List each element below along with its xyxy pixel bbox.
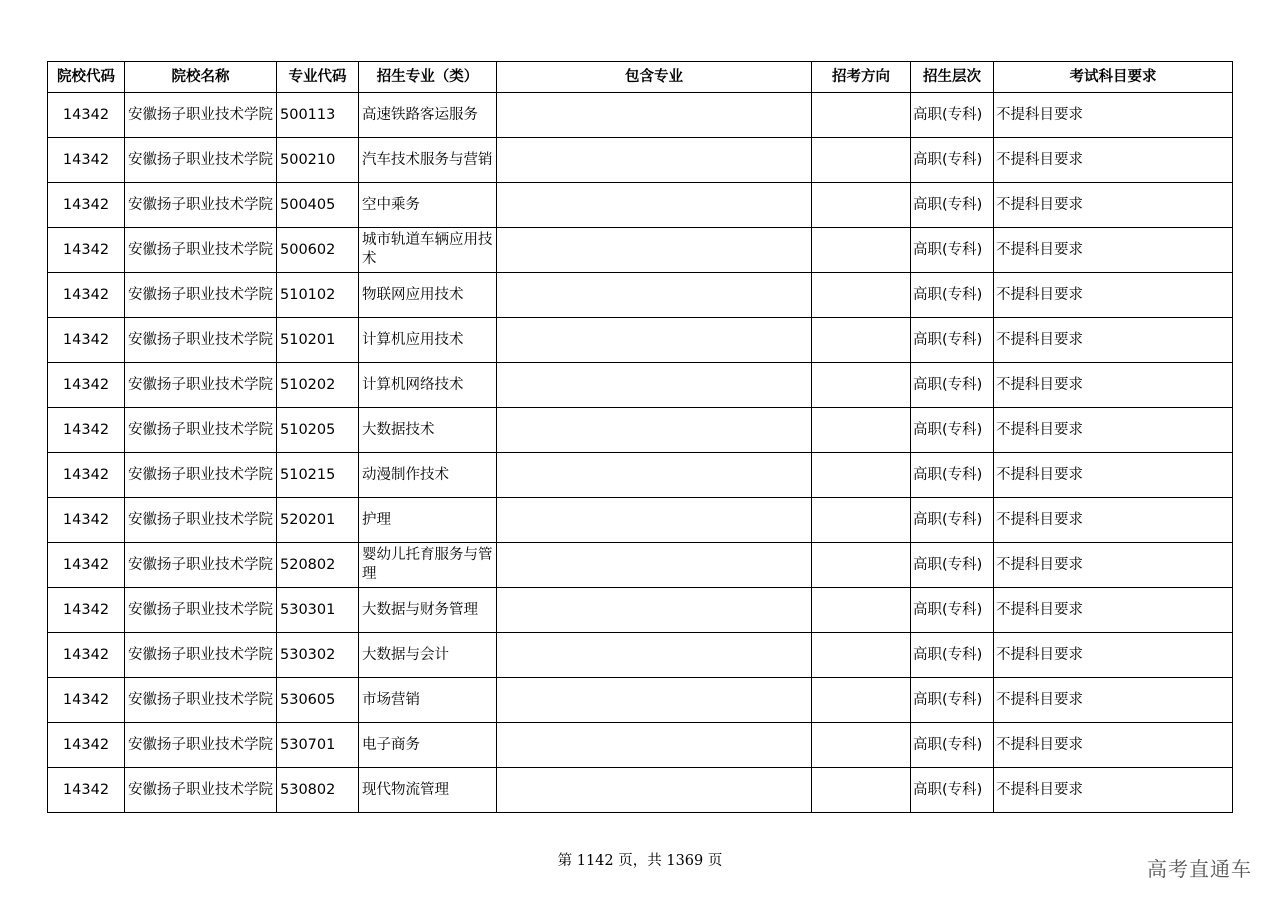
cell-major-code: 510201 bbox=[277, 318, 359, 363]
table-row bbox=[48, 453, 1233, 498]
cell-major: 计算机网络技术 bbox=[359, 363, 497, 408]
cell-direction bbox=[812, 273, 911, 318]
cell-school-code: 14342 bbox=[48, 678, 125, 723]
cell-school-name: 安徽扬子职业技术学院 bbox=[125, 723, 277, 768]
cell-direction bbox=[812, 228, 911, 273]
table-row bbox=[48, 588, 1233, 633]
cell-direction bbox=[812, 453, 911, 498]
cell-school-name: 安徽扬子职业技术学院 bbox=[125, 453, 277, 498]
cell-major-code: 510202 bbox=[277, 363, 359, 408]
cell-major: 汽车技术服务与营销 bbox=[359, 138, 497, 183]
cell-school-name: 安徽扬子职业技术学院 bbox=[125, 228, 277, 273]
cell-direction bbox=[812, 363, 911, 408]
cell-level: 高职(专科) bbox=[911, 633, 994, 678]
cell-major: 动漫制作技术 bbox=[359, 453, 497, 498]
table-row bbox=[48, 228, 1233, 273]
admissions-table bbox=[47, 61, 1233, 813]
cell-school-code: 14342 bbox=[48, 543, 125, 588]
cell-direction bbox=[812, 93, 911, 138]
cell-major-code: 520802 bbox=[277, 543, 359, 588]
cell-included-majors bbox=[497, 633, 812, 678]
cell-included-majors bbox=[497, 228, 812, 273]
cell-subject-requirement: 不提科目要求 bbox=[994, 768, 1233, 813]
table-row bbox=[48, 723, 1233, 768]
cell-subject-requirement: 不提科目要求 bbox=[994, 228, 1233, 273]
cell-subject-requirement: 不提科目要求 bbox=[994, 723, 1233, 768]
cell-direction bbox=[812, 183, 911, 228]
cell-direction bbox=[812, 138, 911, 183]
cell-level: 高职(专科) bbox=[911, 498, 994, 543]
cell-level: 高职(专科) bbox=[911, 363, 994, 408]
table-row bbox=[48, 678, 1233, 723]
cell-school-code: 14342 bbox=[48, 273, 125, 318]
cell-major: 现代物流管理 bbox=[359, 768, 497, 813]
cell-major: 计算机应用技术 bbox=[359, 318, 497, 363]
cell-direction bbox=[812, 633, 911, 678]
cell-included-majors bbox=[497, 453, 812, 498]
cell-major: 大数据与财务管理 bbox=[359, 588, 497, 633]
cell-subject-requirement: 不提科目要求 bbox=[994, 408, 1233, 453]
cell-major: 物联网应用技术 bbox=[359, 273, 497, 318]
cell-major-code: 530302 bbox=[277, 633, 359, 678]
cell-major: 护理 bbox=[359, 498, 497, 543]
cell-level: 高职(专科) bbox=[911, 228, 994, 273]
cell-major: 高速铁路客运服务 bbox=[359, 93, 497, 138]
cell-major-code: 500113 bbox=[277, 93, 359, 138]
cell-school-code: 14342 bbox=[48, 408, 125, 453]
cell-level: 高职(专科) bbox=[911, 183, 994, 228]
cell-subject-requirement: 不提科目要求 bbox=[994, 363, 1233, 408]
cell-included-majors bbox=[497, 768, 812, 813]
cell-included-majors bbox=[497, 93, 812, 138]
header-subject-requirement: 考试科目要求 bbox=[994, 62, 1233, 93]
cell-major: 空中乘务 bbox=[359, 183, 497, 228]
cell-major-code: 520201 bbox=[277, 498, 359, 543]
cell-subject-requirement: 不提科目要求 bbox=[994, 318, 1233, 363]
cell-school-name: 安徽扬子职业技术学院 bbox=[125, 318, 277, 363]
header-school-name: 院校名称 bbox=[125, 62, 277, 93]
cell-major: 电子商务 bbox=[359, 723, 497, 768]
table-row bbox=[48, 93, 1233, 138]
cell-school-name: 安徽扬子职业技术学院 bbox=[125, 138, 277, 183]
cell-school-name: 安徽扬子职业技术学院 bbox=[125, 543, 277, 588]
cell-subject-requirement: 不提科目要求 bbox=[994, 633, 1233, 678]
watermark: 高考直通车 bbox=[1147, 857, 1252, 881]
cell-school-name: 安徽扬子职业技术学院 bbox=[125, 588, 277, 633]
table-row bbox=[48, 318, 1233, 363]
cell-level: 高职(专科) bbox=[911, 723, 994, 768]
table-row bbox=[48, 138, 1233, 183]
cell-major-code: 500210 bbox=[277, 138, 359, 183]
page-number: 第 1142 页，共 1369 页 bbox=[557, 853, 723, 869]
cell-school-code: 14342 bbox=[48, 768, 125, 813]
cell-direction bbox=[812, 498, 911, 543]
cell-included-majors bbox=[497, 408, 812, 453]
cell-level: 高职(专科) bbox=[911, 273, 994, 318]
cell-major-code: 530605 bbox=[277, 678, 359, 723]
cell-subject-requirement: 不提科目要求 bbox=[994, 93, 1233, 138]
cell-school-name: 安徽扬子职业技术学院 bbox=[125, 273, 277, 318]
cell-included-majors bbox=[497, 318, 812, 363]
cell-direction bbox=[812, 723, 911, 768]
cell-level: 高职(专科) bbox=[911, 318, 994, 363]
cell-major: 大数据技术 bbox=[359, 408, 497, 453]
cell-included-majors bbox=[497, 273, 812, 318]
table-row bbox=[48, 363, 1233, 408]
cell-level: 高职(专科) bbox=[911, 543, 994, 588]
cell-subject-requirement: 不提科目要求 bbox=[994, 273, 1233, 318]
header-row bbox=[48, 62, 1233, 93]
table-row bbox=[48, 408, 1233, 453]
cell-major-code: 500405 bbox=[277, 183, 359, 228]
cell-school-code: 14342 bbox=[48, 588, 125, 633]
cell-subject-requirement: 不提科目要求 bbox=[994, 498, 1233, 543]
cell-level: 高职(专科) bbox=[911, 138, 994, 183]
cell-subject-requirement: 不提科目要求 bbox=[994, 588, 1233, 633]
cell-included-majors bbox=[497, 138, 812, 183]
cell-included-majors bbox=[497, 363, 812, 408]
cell-level: 高职(专科) bbox=[911, 588, 994, 633]
header-included-majors: 包含专业 bbox=[497, 62, 812, 93]
cell-major: 大数据与会计 bbox=[359, 633, 497, 678]
header-major-code: 专业代码 bbox=[277, 62, 359, 93]
table-body bbox=[48, 93, 1233, 813]
cell-subject-requirement: 不提科目要求 bbox=[994, 453, 1233, 498]
cell-major-code: 530301 bbox=[277, 588, 359, 633]
cell-major-code: 530802 bbox=[277, 768, 359, 813]
cell-included-majors bbox=[497, 723, 812, 768]
cell-school-name: 安徽扬子职业技术学院 bbox=[125, 93, 277, 138]
cell-school-code: 14342 bbox=[48, 498, 125, 543]
cell-school-name: 安徽扬子职业技术学院 bbox=[125, 768, 277, 813]
table-row bbox=[48, 273, 1233, 318]
cell-level: 高职(专科) bbox=[911, 93, 994, 138]
cell-subject-requirement: 不提科目要求 bbox=[994, 543, 1233, 588]
header-level: 招生层次 bbox=[911, 62, 994, 93]
cell-included-majors bbox=[497, 543, 812, 588]
cell-level: 高职(专科) bbox=[911, 453, 994, 498]
table-row bbox=[48, 498, 1233, 543]
cell-school-code: 14342 bbox=[48, 318, 125, 363]
cell-major: 婴幼儿托育服务与管理 bbox=[359, 543, 497, 588]
cell-direction bbox=[812, 588, 911, 633]
cell-included-majors bbox=[497, 588, 812, 633]
header-direction: 招考方向 bbox=[812, 62, 911, 93]
header-major: 招生专业（类） bbox=[359, 62, 497, 93]
cell-school-code: 14342 bbox=[48, 453, 125, 498]
cell-included-majors bbox=[497, 183, 812, 228]
table-row bbox=[48, 768, 1233, 813]
table-row bbox=[48, 543, 1233, 588]
cell-school-code: 14342 bbox=[48, 723, 125, 768]
cell-school-name: 安徽扬子职业技术学院 bbox=[125, 678, 277, 723]
cell-school-code: 14342 bbox=[48, 633, 125, 678]
cell-direction bbox=[812, 543, 911, 588]
cell-major-code: 530701 bbox=[277, 723, 359, 768]
cell-major-code: 510215 bbox=[277, 453, 359, 498]
cell-school-code: 14342 bbox=[48, 93, 125, 138]
cell-school-code: 14342 bbox=[48, 183, 125, 228]
cell-school-name: 安徽扬子职业技术学院 bbox=[125, 633, 277, 678]
cell-school-name: 安徽扬子职业技术学院 bbox=[125, 408, 277, 453]
cell-level: 高职(专科) bbox=[911, 768, 994, 813]
cell-major-code: 500602 bbox=[277, 228, 359, 273]
cell-included-majors bbox=[497, 498, 812, 543]
cell-major: 市场营销 bbox=[359, 678, 497, 723]
table-row bbox=[48, 633, 1233, 678]
cell-included-majors bbox=[497, 678, 812, 723]
cell-major-code: 510205 bbox=[277, 408, 359, 453]
cell-level: 高职(专科) bbox=[911, 678, 994, 723]
table-row bbox=[48, 183, 1233, 228]
cell-major-code: 510102 bbox=[277, 273, 359, 318]
cell-school-code: 14342 bbox=[48, 228, 125, 273]
cell-direction bbox=[812, 678, 911, 723]
cell-subject-requirement: 不提科目要求 bbox=[994, 678, 1233, 723]
cell-school-code: 14342 bbox=[48, 363, 125, 408]
cell-subject-requirement: 不提科目要求 bbox=[994, 183, 1233, 228]
cell-school-name: 安徽扬子职业技术学院 bbox=[125, 183, 277, 228]
cell-direction bbox=[812, 318, 911, 363]
cell-school-name: 安徽扬子职业技术学院 bbox=[125, 363, 277, 408]
cell-school-name: 安徽扬子职业技术学院 bbox=[125, 498, 277, 543]
cell-direction bbox=[812, 768, 911, 813]
header-school-code: 院校代码 bbox=[48, 62, 125, 93]
cell-school-code: 14342 bbox=[48, 138, 125, 183]
cell-direction bbox=[812, 408, 911, 453]
cell-major: 城市轨道车辆应用技术 bbox=[359, 228, 497, 273]
cell-level: 高职(专科) bbox=[911, 408, 994, 453]
cell-subject-requirement: 不提科目要求 bbox=[994, 138, 1233, 183]
